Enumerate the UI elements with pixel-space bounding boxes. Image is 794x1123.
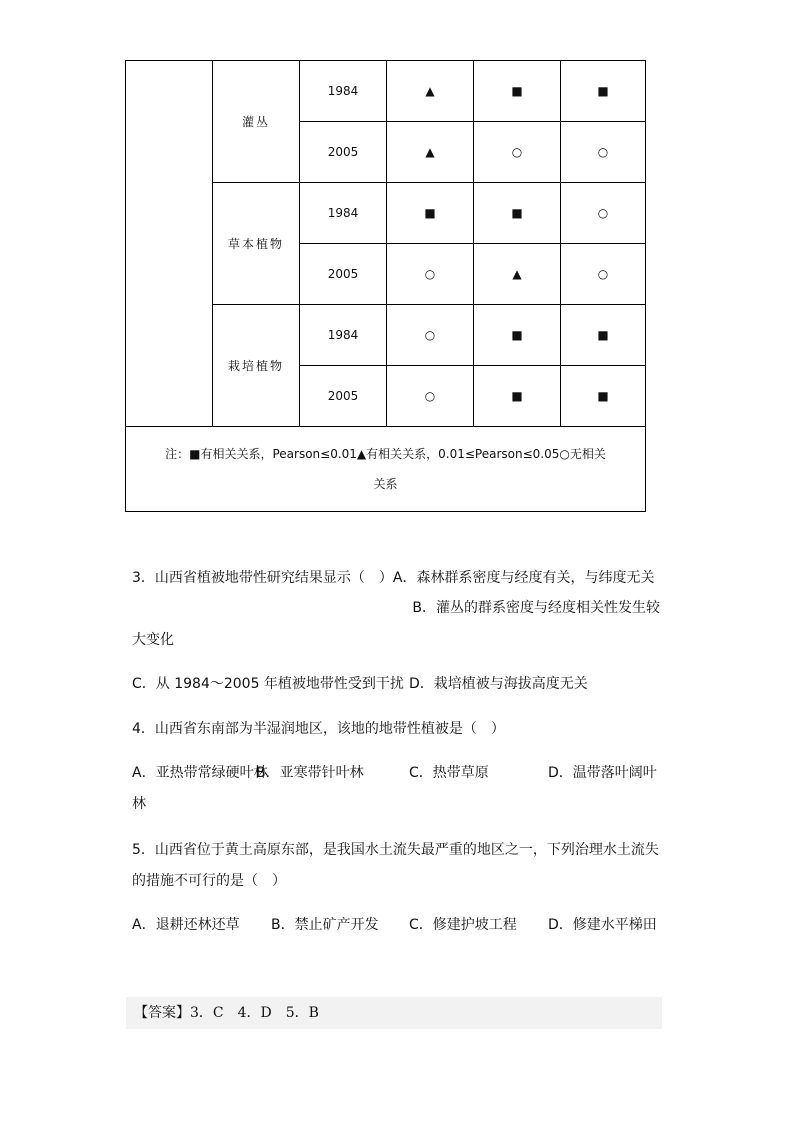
symbol-cell: ■ [474,61,561,122]
question-4-stem: 4．山西省东南部为半湿润地区，该地的地带性植被是（ ） [132,721,505,737]
category-cell-herb: 草本植物 [213,183,300,305]
symbol-cell: ○ [561,122,646,183]
question-3-option-a: A．森林群系密度与经度有关，与纬度无关 [392,570,655,586]
question-4-option-d-continued: 林 [132,796,146,812]
question-5-options [132,910,660,940]
symbol-cell: ▲ [474,244,561,305]
answer-label: 【答案】 [134,1005,190,1021]
question-4-option-b: B．亚寒带针叶林 [256,765,364,781]
symbol-cell: ○ [387,305,474,366]
answer-text: 3．C 4．D 5．B [190,1005,319,1021]
category-cell-cultivated: 栽培植物 [213,305,300,427]
question-3-option-b: B．灌丛的群系密度与经度相关性发生较 [412,600,660,616]
symbol-cell: ○ [474,122,561,183]
symbol-cell: ○ [387,366,474,427]
symbol-cell: ■ [474,183,561,244]
symbol-cell: ■ [387,183,474,244]
question-3-option-d: D．栽培植被与海拔高度无关 [409,676,588,692]
question-4-option-c: C．热带草原 [409,765,489,781]
question-5-option-a: A．退耕还林还草 [132,917,240,933]
symbol-cell: ■ [474,366,561,427]
question-4-option-d: D．温带落叶阔叶 [548,765,657,781]
year-cell: 2005 [300,366,387,427]
question-3-stem: 3．山西省植被地带性研究结果显示（ ） [132,570,393,586]
year-cell: 1984 [300,61,387,122]
blank-label-cell [126,61,213,427]
question-3-options-cd [132,669,660,699]
category-cell-shrub: 灌丛 [213,61,300,183]
year-cell: 1984 [300,305,387,366]
symbol-cell: ■ [474,305,561,366]
note-line-1: 注：■有相关关系，Pearson≤0.01▲有相关关系，0.01≤Pearson≤0.05○无相关 [165,447,606,461]
question-5-stem-line-1: 5．山西省位于黄土高原东部，是我国水土流失最严重的地区之一，下列治理水土流失 [132,842,659,858]
correlation-table [125,60,646,512]
year-cell: 2005 [300,244,387,305]
question-5-option-b: B．禁止矿产开发 [271,917,379,933]
table-note [126,427,646,512]
answer-bar [126,997,662,1029]
question-5-option-d: D．修建水平梯田 [548,917,657,933]
year-cell: 2005 [300,122,387,183]
question-3-option-b-continued: 大变化 [132,632,174,648]
question-4-options [132,758,660,788]
question-5-option-c: C．修建护坡工程 [409,917,517,933]
symbol-cell: ■ [561,61,646,122]
question-4-option-a: A．亚热带常绿硬叶林 [132,765,268,781]
symbol-cell: ■ [561,366,646,427]
note-line-2: 关系 [373,477,398,491]
symbol-cell: ○ [561,244,646,305]
year-cell: 1984 [300,183,387,244]
symbol-cell: ▲ [387,122,474,183]
question-3-option-c: C．从 1984～2005 年植被地带性受到干扰 [132,676,404,692]
symbol-cell: ○ [387,244,474,305]
symbol-cell: ▲ [387,61,474,122]
symbol-cell: ○ [561,183,646,244]
symbol-cell: ■ [561,305,646,366]
question-5-stem-line-2: 的措施不可行的是（ ） [132,873,286,889]
question-3-line-1 [132,563,660,593]
